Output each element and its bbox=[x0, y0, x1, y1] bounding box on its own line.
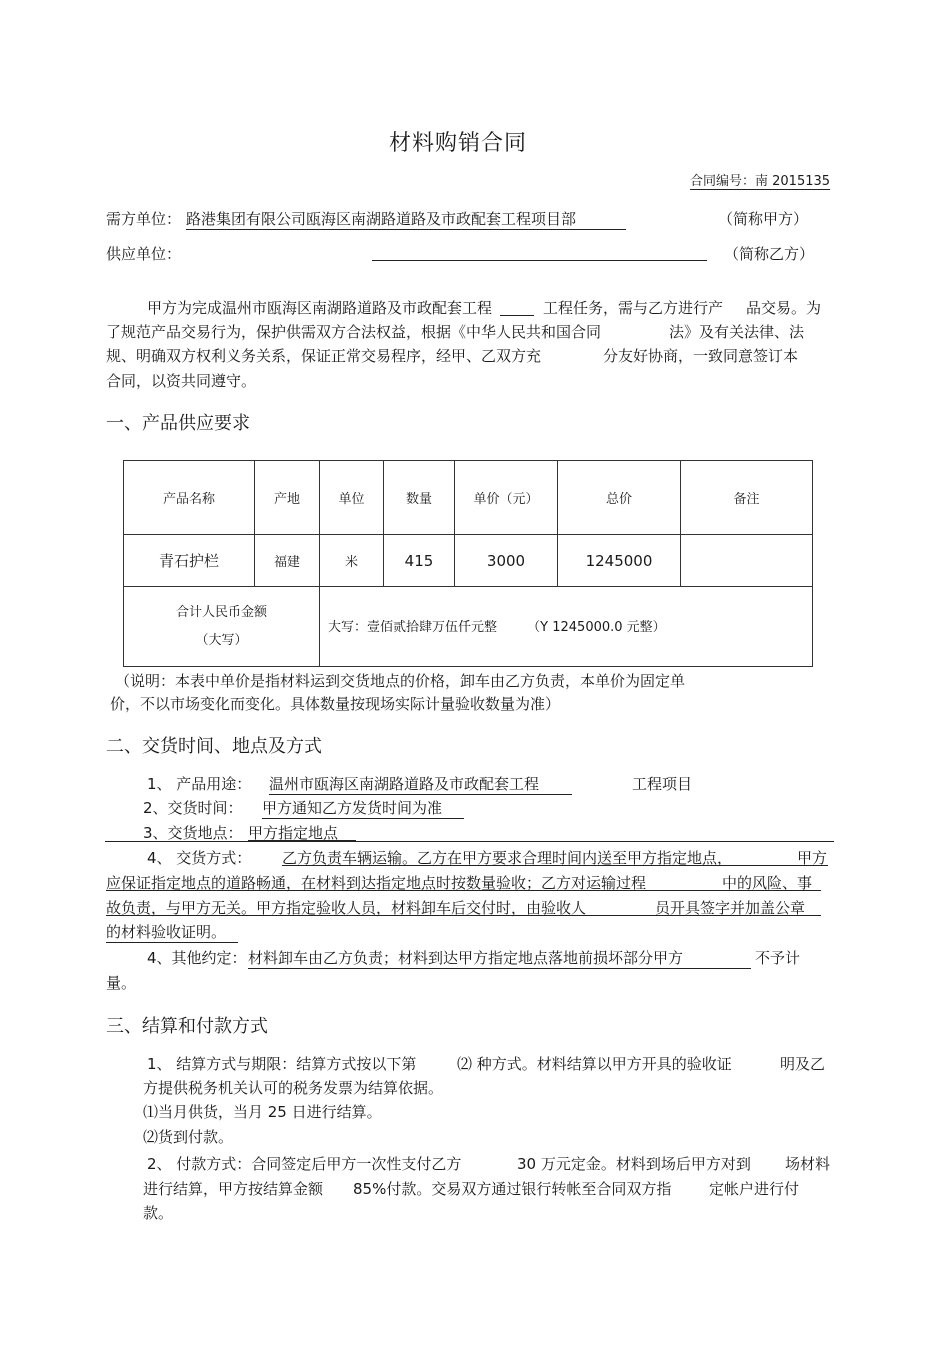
settlement-option-2: ⑵货到付款。 bbox=[143, 1128, 234, 1146]
header-unit: 单位 bbox=[320, 461, 384, 535]
payment-line-1c: 场材料 bbox=[785, 1155, 831, 1173]
delivery-method-line-2: 应保证指定地点的道路畅通，在材料到达指定地点时按数量验收；乙方对运输过程 bbox=[106, 874, 647, 892]
header-total-price: 总价 bbox=[558, 461, 681, 535]
cell-product-name: 青石护栏 bbox=[124, 535, 255, 587]
intro-line-3b: 分友好协商，一致同意签订本 bbox=[603, 347, 799, 365]
contract-number: 合同编号：南 2015135 bbox=[690, 170, 830, 190]
other-terms-value: 材料卸车由乙方负责；材料到达甲方指定地点落地前损坏部分甲方 bbox=[248, 947, 751, 969]
header-quantity: 数量 bbox=[384, 461, 455, 535]
other-terms-label: 4、其他约定： bbox=[147, 949, 247, 967]
intro-line-1b: 工程任务，需与乙方进行产 bbox=[543, 299, 724, 317]
product-table bbox=[123, 460, 813, 667]
settlement-line-2: 方提供税务机关认可的税务发票为结算依据。 bbox=[143, 1079, 444, 1097]
table-note-line-2: 价，不以市场变化而变化。具体数量按现场实际计量验收数量为准） bbox=[110, 695, 561, 713]
buyer-value: 路港集团有限公司瓯海区南湖路道路及市政配套工程项目部 bbox=[186, 208, 626, 230]
document-title: 材料购销合同 bbox=[389, 131, 528, 156]
cell-remarks bbox=[681, 535, 813, 587]
payment-line-2a: 进行结算，甲方按结算金额 bbox=[143, 1180, 324, 1198]
total-label-line-2: （大写） bbox=[195, 632, 248, 648]
other-terms-line-2: 量。 bbox=[106, 974, 137, 992]
table-note-line-1: （说明：本表中单价是指材料运到交货地点的价格，卸车由乙方负责，本单价为固定单 bbox=[115, 672, 686, 690]
intro-line-1c: 品交易。为 bbox=[746, 299, 822, 317]
delivery-method-line-2-end: 中的风险、事 bbox=[722, 874, 813, 892]
section-1-heading: 一、产品供应要求 bbox=[106, 413, 250, 434]
intro-line-2a: 了规范产品交易行为，保护供需双方合法权益，根据《中华人民共和国合同 bbox=[106, 323, 602, 341]
cell-origin: 福建 bbox=[255, 535, 320, 587]
table-row bbox=[124, 535, 813, 587]
cell-total-amount bbox=[320, 587, 813, 667]
delivery-method-line-3: 故负责，与甲方无关。甲方指定验收人员，材料卸车后交付时，由验收人 bbox=[106, 899, 587, 917]
cell-quantity: 415 bbox=[384, 535, 455, 587]
header-product-name: 产品名称 bbox=[124, 461, 255, 535]
intro-line-4: 合同，以资共同遵守。 bbox=[106, 372, 257, 390]
header-origin: 产地 bbox=[255, 461, 320, 535]
delivery-time-label: 2、交货时间： bbox=[143, 799, 243, 817]
cell-unit-price: 3000 bbox=[455, 535, 558, 587]
usage-suffix: 工程项目 bbox=[632, 775, 693, 793]
delivery-place-rule bbox=[105, 841, 834, 842]
header-unit-price: 单价（元） bbox=[455, 461, 558, 535]
settlement-line-1a: 1、 结算方式与期限：结算方式按以下第 bbox=[147, 1055, 417, 1073]
buyer-abbr: （简称甲方） bbox=[718, 210, 809, 228]
table-header-row bbox=[124, 461, 813, 535]
delivery-place-label: 3、交货地点： bbox=[143, 824, 243, 842]
header-remarks: 备注 bbox=[681, 461, 813, 535]
supplier-blank-line bbox=[372, 260, 707, 261]
payment-line-2c: 定帐户进行付 bbox=[709, 1180, 800, 1198]
payment-line-1a: 2、 付款方式：合同签定后甲方一次性支付乙方 bbox=[147, 1155, 462, 1173]
settlement-option-1: ⑴当月供货，当月 25 日进行结算。 bbox=[143, 1103, 382, 1121]
supplier-label: 供应单位： bbox=[106, 245, 182, 263]
section-3-heading: 三、结算和付款方式 bbox=[106, 1016, 268, 1037]
usage-label: 1、 产品用途： bbox=[147, 775, 252, 793]
total-label-line-1: 合计人民币金额 bbox=[175, 604, 267, 620]
table-total-row bbox=[124, 587, 813, 667]
intro-underline bbox=[500, 315, 534, 316]
settlement-line-1c: 明及乙 bbox=[780, 1055, 826, 1073]
supplier-abbr: （简称乙方） bbox=[724, 245, 815, 263]
cell-total-price: 1245000 bbox=[558, 535, 681, 587]
delivery-method-underline-3 bbox=[106, 915, 821, 916]
delivery-method-line-4: 的材料验收证明。 bbox=[106, 921, 238, 943]
delivery-time-value: 甲方通知乙方发货时间为准 bbox=[262, 797, 464, 819]
delivery-method-line-1-end: 甲方 bbox=[797, 849, 828, 867]
cell-total-label bbox=[124, 587, 320, 667]
other-terms-suffix: 不予计 bbox=[755, 949, 801, 967]
intro-line-2b: 法》及有关法律、法 bbox=[669, 323, 805, 341]
total-amount-figure: （Y 1245000.0 元整） bbox=[527, 620, 666, 635]
delivery-method-label: 4、 交货方式： bbox=[147, 849, 252, 867]
payment-line-3: 款。 bbox=[143, 1204, 174, 1222]
usage-value: 温州市瓯海区南湖路道路及市政配套工程 bbox=[269, 773, 572, 795]
intro-line-1a: 甲方为完成温州市瓯海区南湖路道路及市政配套工程 bbox=[147, 299, 493, 317]
delivery-method-line-3-end: 员开具签字并加盖公章 bbox=[655, 899, 806, 917]
section-2-heading: 二、交货时间、地点及方式 bbox=[106, 736, 322, 757]
payment-line-1b: 30 万元定金。材料到场后甲方对到 bbox=[517, 1155, 751, 1173]
payment-line-2b: 85%付款。交易双方通过银行转帐至合同双方指 bbox=[353, 1180, 672, 1198]
delivery-method-underline-2 bbox=[106, 890, 821, 891]
delivery-method-underline-1 bbox=[282, 865, 828, 866]
settlement-line-1b: ⑵ 种方式。材料结算以甲方开具的验收证 bbox=[457, 1055, 732, 1073]
delivery-method-line-1: 乙方负责车辆运输。乙方在甲方要求合理时间内送至甲方指定地点， bbox=[282, 849, 733, 867]
delivery-place-value: 甲方指定地点 bbox=[248, 824, 339, 842]
buyer-label: 需方单位： bbox=[106, 210, 182, 228]
cell-unit: 米 bbox=[320, 535, 384, 587]
intro-line-3a: 规、明确双方权利义务关系，保证正常交易程序，经甲、乙双方充 bbox=[106, 347, 542, 365]
total-amount-words: 大写：壹佰贰拾肆万伍仟元整 bbox=[328, 620, 498, 635]
